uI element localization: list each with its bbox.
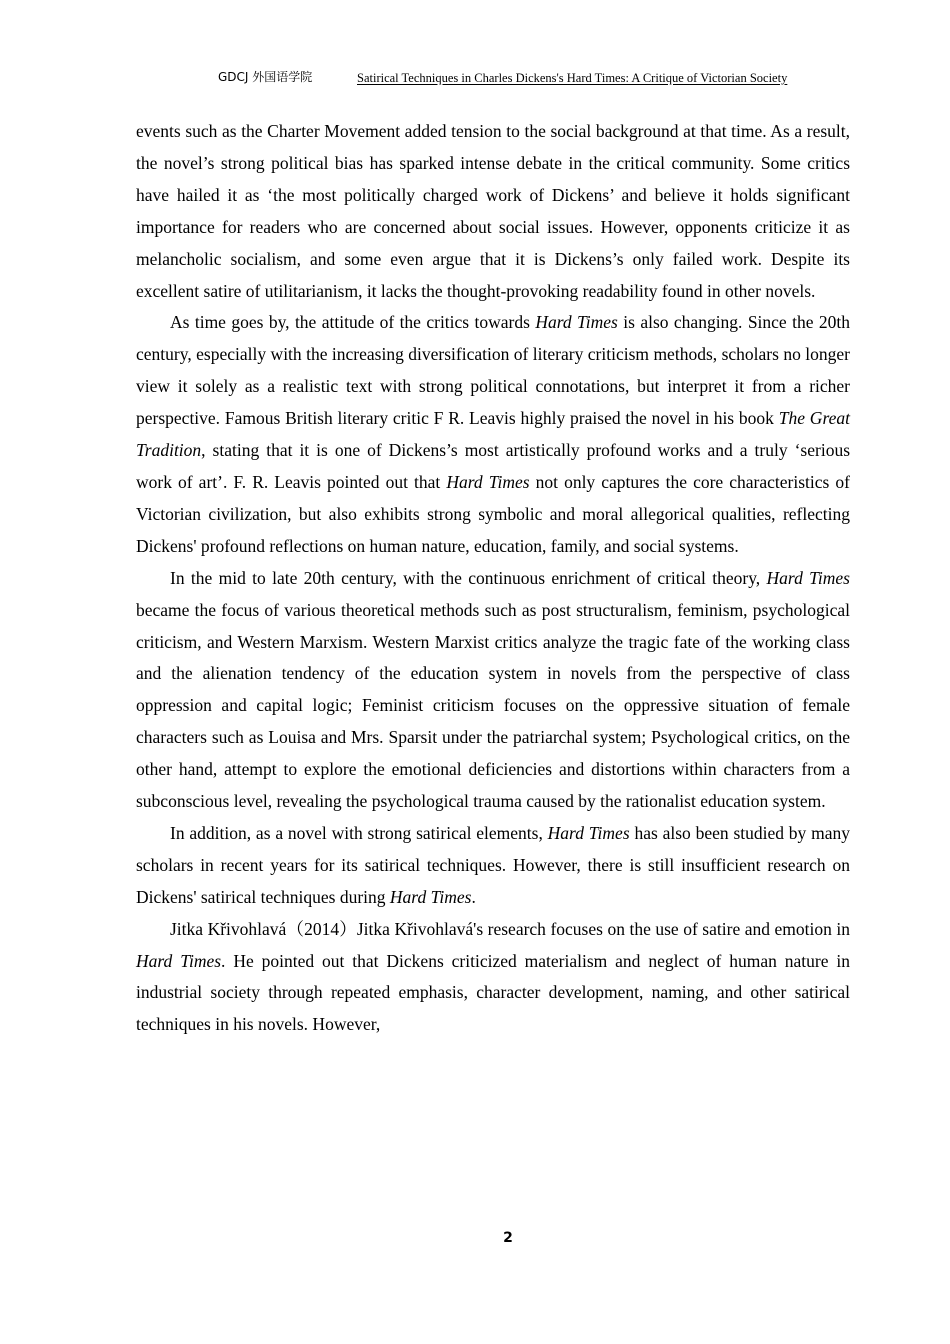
text-span: has also been studied by many scholars in recent years for its satirical techniques. However, there is still insufficient research on Dickens' satirical techniques during	[136, 822, 850, 907]
header-college: GDCJ 外国语学院	[218, 70, 313, 84]
paragraph	[136, 116, 850, 307]
page-number: 2	[503, 1230, 513, 1246]
book-title: Hard Times	[446, 471, 530, 492]
text-span: is also changing. Since the 20th century, especially with the increasing diversification of literary criticism methods, scholars no longer view it solely as a realistic text with strong political connotations, but interpret it from a richer perspective. Famous British literary critic F R. Leavis highly praised the novel in his book	[136, 312, 850, 429]
paragraph	[136, 307, 850, 562]
body-text	[136, 116, 850, 1041]
book-title: The Great Tradition	[136, 408, 850, 461]
text-span: .	[471, 886, 476, 907]
header-title: Satirical Techniques in Charles Dickens's Hard Times: A Critique of Victorian Society	[357, 71, 788, 85]
text-span: , stating that it is one of Dickens’s most artistically profound works and a truly ‘serious work of art’. F. R. Leavis pointed out that	[136, 440, 850, 492]
book-title: Hard Times	[136, 950, 222, 971]
text-span: In addition, as a novel with strong satirical elements,	[170, 822, 548, 843]
paragraph	[136, 563, 850, 818]
book-title: Hard Times	[535, 312, 618, 333]
text-span: Jitka Křivohlavá（2014）Jitka Křivohlavá's research focuses on the use of satire and emotion in	[170, 918, 850, 939]
book-title: Hard Times	[389, 886, 472, 907]
book-title: Hard Times	[766, 567, 850, 588]
text-span: events such as the Charter Movement added tension to the social background at that time. As a result, the novel’s strong political bias has sparked intense debate in the critical community. Some critics have hailed it as ‘the most politically charged work of Dickens’ and believe it holds significant importance for readers who are concerned about social issues. However, opponents criticize it as melancholic socialism, and some even argue that it is Dickens’s only failed work. Despite its excellent satire of utilitarianism, it lacks the thought-provoking readability found in other novels.	[136, 121, 850, 301]
text-span: became the focus of various theoretical methods such as post structuralism, feminism, psychological criticism, and Western Marxism. Western Marxist critics analyze the tragic fate of the working class and the alienation tendency of the education system in novels from the perspective of class oppression and capital logic; Feminist criticism focuses on the oppressive situation of female characters such as Louisa and Mrs. Sparsit under the patriarchal system; Psychological critics, on the other hand, attempt to explore the emotional deficiencies and distortions within characters from a subconscious level, revealing the psychological trauma caused by the rationalist education system.	[136, 599, 850, 812]
text-span: As time goes by, the attitude of the critics towards	[170, 312, 536, 333]
paragraph	[136, 818, 850, 914]
text-span: not only captures the core characteristics of Victorian civilization, but also exhibits strong symbolic and moral allegorical qualities, reflecting Dickens' profound reflections on human nature, education, family, and social systems.	[136, 471, 850, 556]
book-title: Hard Times	[547, 822, 630, 843]
page-header	[218, 68, 858, 88]
text-span: . He pointed out that Dickens criticized materialism and neglect of human nature in industrial society through repeated emphasis, character development, naming, and other satirical techniques in his novels. However,	[136, 950, 850, 1035]
text-span: In the mid to late 20th century, with the continuous enrichment of critical theory,	[170, 567, 767, 588]
paragraph	[136, 914, 850, 1042]
